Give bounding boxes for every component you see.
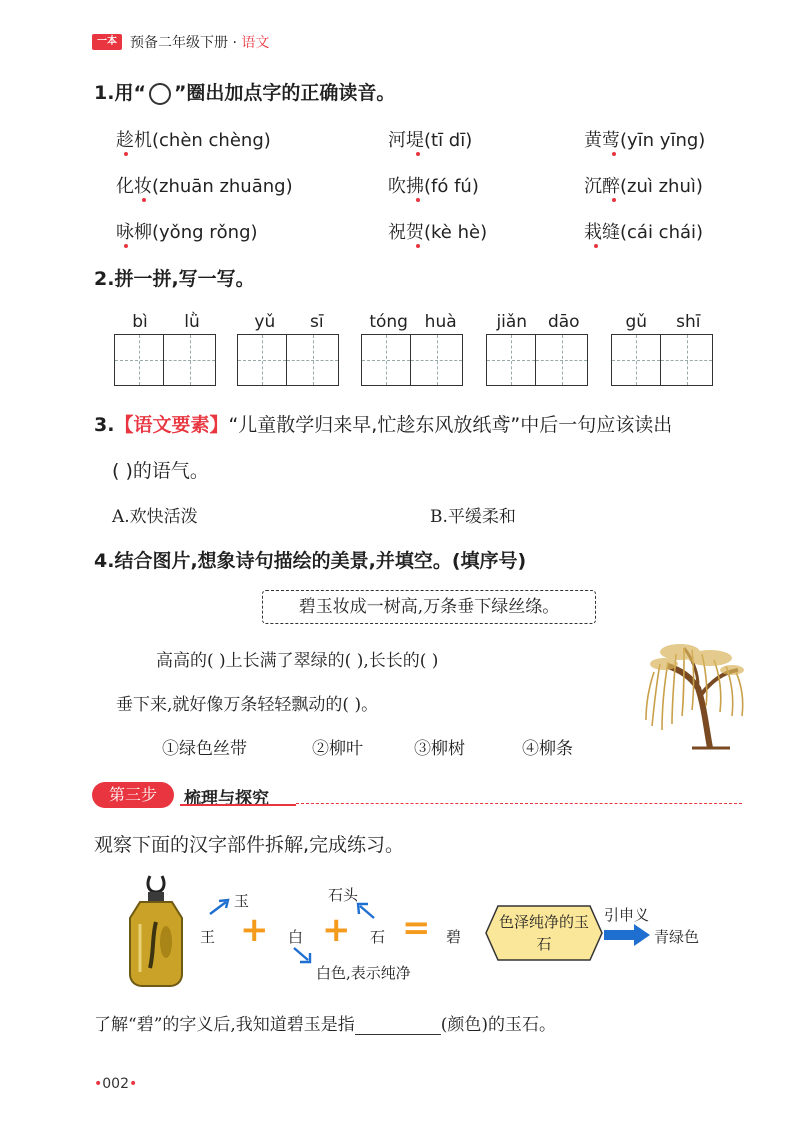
step-underline [180, 804, 296, 806]
q3-blank-line: ( )的语气。 [112, 460, 209, 482]
step-divider [296, 803, 742, 804]
step3-intro: 观察下面的汉字部件拆解,完成练习。 [94, 834, 405, 856]
pinyin-writing-pair [114, 312, 218, 386]
step-badge: 第三步 [92, 782, 174, 808]
dot-icon: • [129, 1076, 138, 1092]
plus-sign: + [322, 910, 351, 950]
q1-item: 咏柳(yǒng rǒng) [116, 222, 258, 243]
q4-option: ③柳树 [414, 739, 465, 759]
pinyin: tóng [369, 312, 408, 332]
arrow-down-right-icon [290, 944, 316, 966]
emphasis-dot [124, 244, 128, 248]
part-yu: 玉 [234, 892, 250, 910]
q1-title-pre: 1.用“ [94, 82, 146, 104]
q3-option-b[interactable]: B.平缓柔和 [430, 507, 516, 527]
q1-item: 祝贺(kè hè) [388, 222, 488, 243]
writing-cell[interactable] [237, 334, 287, 386]
pinyin: dāo [547, 312, 580, 332]
q3-number: 3. [94, 414, 115, 436]
pinyin: shī [676, 312, 701, 332]
arrow-right-icon [604, 924, 652, 946]
part-bi: 碧 [446, 928, 462, 946]
arrow-up-right-icon [206, 896, 234, 918]
extend-result: 青绿色 [654, 928, 700, 946]
q3-tag: 【语文要素】 [114, 414, 229, 436]
writing-cell[interactable] [164, 334, 216, 386]
pinyin: yǔ [254, 312, 276, 332]
equals-sign: = [402, 908, 431, 948]
q3-text: “儿童散学归来早,忙趁东风放纸鸢”中后一句应该读出 [228, 414, 673, 436]
q1-title-post: ”圈出加点字的正确读音。 [173, 82, 396, 104]
header-subject: 语文 [241, 35, 270, 51]
part-bai: 白 [288, 928, 304, 946]
part-bai-meaning: 白色,表示纯净 [316, 964, 411, 982]
emphasis-dot [594, 244, 598, 248]
writing-cell[interactable] [661, 334, 713, 386]
header-title: 预备二年级下册 [130, 35, 228, 51]
plus-sign: + [240, 910, 269, 950]
page-number-text: 002 [102, 1076, 129, 1092]
q4-option: ①绿色丝带 [162, 739, 247, 759]
pinyin: gǔ [625, 312, 648, 332]
q4-option: ④柳条 [522, 739, 573, 759]
fill-post: (颜色)的玉石。 [440, 1015, 557, 1035]
q1-item: 沉醉(zuì zhuì) [584, 176, 703, 197]
part-shitou: 石头 [328, 886, 359, 904]
q4-option: ②柳叶 [312, 739, 363, 759]
q3-title [94, 410, 672, 437]
page-header [130, 32, 269, 52]
writing-cell[interactable] [611, 334, 661, 386]
part-wang: 王 [200, 928, 216, 946]
q3-option-a[interactable]: A.欢快活泼 [112, 507, 198, 527]
brand-logo: 一本 [92, 34, 122, 50]
emphasis-dot [416, 244, 420, 248]
pinyin-writing-pair [611, 312, 715, 386]
q1-item: 吹拂(fó fú) [388, 176, 479, 197]
header-sep: · [232, 35, 237, 51]
writing-cell[interactable] [114, 334, 164, 386]
pinyin: sī [310, 312, 324, 332]
writing-cell[interactable] [486, 334, 536, 386]
willow-tree-illustration [640, 636, 750, 752]
pinyin-writing-pair [237, 312, 341, 386]
dot-icon: • [94, 1076, 103, 1092]
emphasis-dot [124, 152, 128, 156]
q1-item: 河堤(tī dī) [388, 130, 473, 151]
pinyin: lǜ [184, 312, 200, 332]
writing-cell[interactable] [361, 334, 411, 386]
emphasis-dot [612, 198, 616, 202]
q1-item: 黄莺(yīn yīng) [584, 130, 706, 151]
jade-pendant-illustration [126, 872, 186, 988]
pinyin-writing-pair [361, 312, 465, 386]
color-answer-blank[interactable] [355, 1016, 441, 1035]
page-number [94, 1076, 137, 1092]
emphasis-dot [416, 198, 420, 202]
pinyin: jiǎn [496, 312, 528, 332]
poem-box: 碧玉妆成一树高,万条垂下绿丝绦。 [262, 590, 596, 624]
step-title: 梳理与探究 [184, 789, 269, 809]
q2-title: 2.拼一拼,写一写。 [94, 268, 255, 290]
q1-item: 化妆(zhuān zhuāng) [116, 176, 293, 197]
q1-item: 趁机(chèn chèng) [116, 130, 271, 151]
q1-title [94, 78, 395, 105]
q1-item: 栽缝(cái chái) [584, 222, 704, 243]
emphasis-dot [416, 152, 420, 156]
q4-fill-line-1: 高高的( )上长满了翠绿的( ),长长的( ) [156, 651, 439, 671]
fill-pre: 了解“碧”的字义后,我知道碧玉是指 [94, 1015, 355, 1035]
pinyin-writing-pair [486, 312, 590, 386]
final-fill-line [94, 1010, 556, 1035]
meaning-text: 色泽纯净的玉石 [498, 913, 589, 953]
part-shi: 石 [370, 928, 386, 946]
writing-cell[interactable] [287, 334, 339, 386]
writing-cell[interactable] [411, 334, 463, 386]
emphasis-dot [612, 152, 616, 156]
q4-title: 4.结合图片,想象诗句描绘的美景,并填空。(填序号) [94, 550, 527, 572]
extend-label: 引申义 [604, 906, 650, 924]
q4-fill-line-2: 垂下来,就好像万条轻轻飘动的( )。 [116, 695, 379, 715]
arrow-up-left-icon [354, 900, 378, 922]
pinyin: bì [132, 312, 148, 332]
circle-icon [149, 83, 171, 105]
emphasis-dot [142, 198, 146, 202]
writing-cell[interactable] [536, 334, 588, 386]
pinyin: huà [424, 312, 457, 332]
